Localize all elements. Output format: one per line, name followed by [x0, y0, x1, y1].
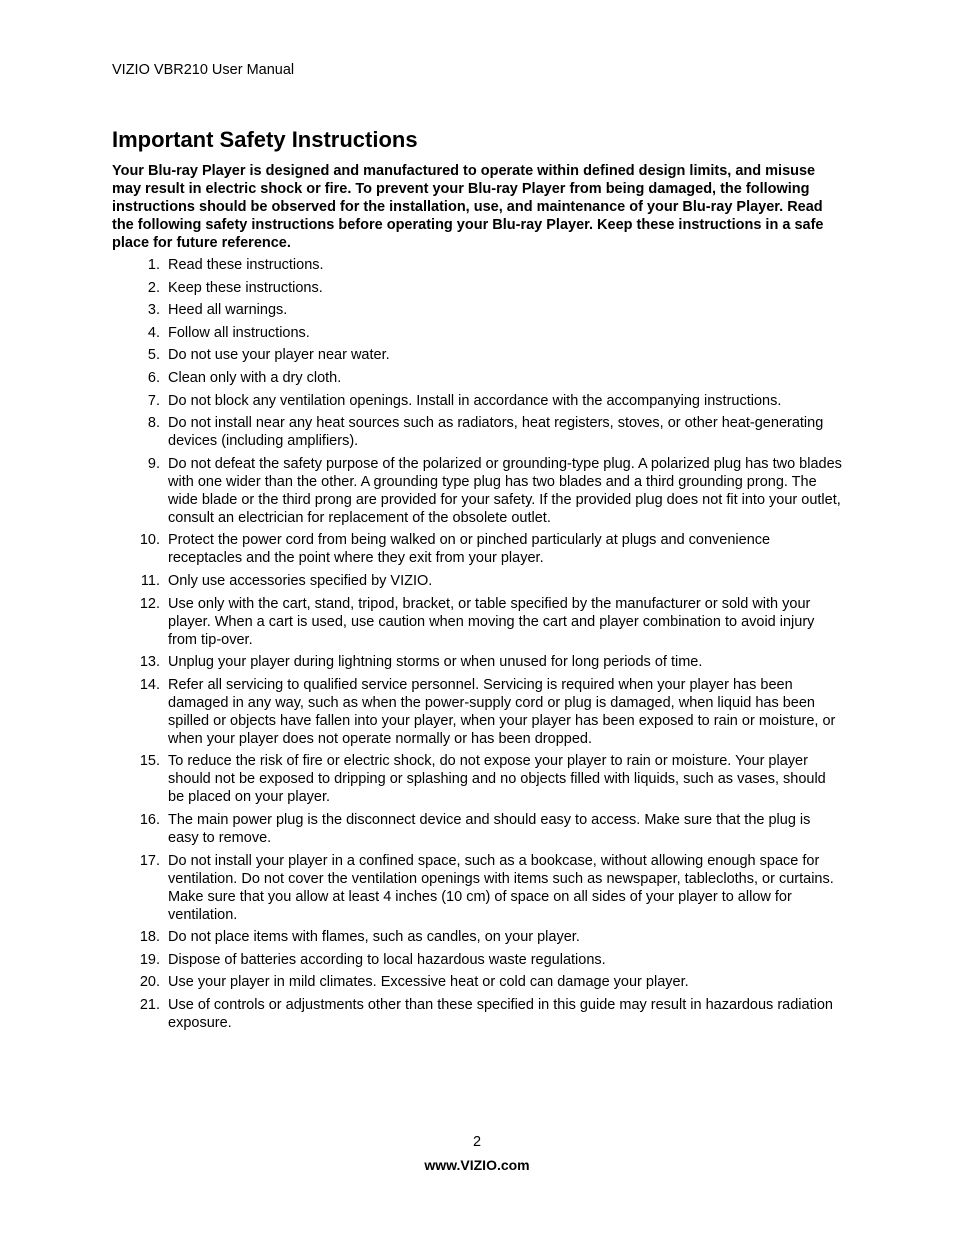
list-item: [112, 595, 842, 649]
item-text: Only use accessories specified by VIZIO.: [168, 572, 433, 589]
item-number: 7.: [147, 392, 160, 409]
item-text: To reduce the risk of fire or electric shock, do not expose your player to rain or moisture. Your player should not be exposed to dripping or splashing and no objects filled with liquids, such as vases, should be placed on your player.: [168, 753, 826, 806]
list-item: [112, 811, 842, 847]
list-item: [112, 928, 842, 946]
list-item: [112, 279, 842, 297]
item-text: Clean only with a dry cloth.: [168, 369, 342, 386]
item-text: Use your player in mild climates. Excessive heat or cold can damage your player.: [168, 974, 689, 991]
list-item: [112, 301, 842, 319]
item-text: Do not defeat the safety purpose of the polarized or grounding-type plug. A polarized plug has two blades with one wider than the other. A grounding type plug has two blades and a third grounding prong. The wide blade or the third prong are provided for your safety. If the provided plug does not fit into your outlet, consult an electrician for replacement of the obsolete outlet.: [168, 455, 842, 526]
item-number: 13.: [139, 654, 160, 671]
item-number: 8.: [147, 415, 160, 432]
list-item: [112, 951, 842, 969]
item-number: 20.: [139, 974, 160, 991]
item-number: 15.: [139, 753, 160, 770]
list-item: [112, 996, 842, 1032]
item-text: Do not use your player near water.: [168, 347, 390, 364]
item-number: 17.: [139, 852, 160, 869]
item-text: Keep these instructions.: [168, 279, 323, 296]
list-item: [112, 973, 842, 991]
item-text: Use of controls or adjustments other than these specified in this guide may result in hazardous radiation exposure.: [168, 996, 833, 1031]
item-text: Do not install your player in a confined space, such as a bookcase, without allowing enough space for ventilation. Do not cover the ventilation openings with items such as newspaper, tablecloths, or curtains. Make sure that you allow at least 4 inches (10 cm) of space on all sides of your player to allow for ventilation.: [168, 852, 834, 923]
item-text: Heed all warnings.: [168, 302, 288, 319]
list-item: [112, 653, 842, 671]
list-item: [112, 752, 842, 806]
list-item: [112, 572, 842, 590]
item-number: 10.: [139, 532, 160, 549]
item-text: Protect the power cord from being walked on or pinched particularly at plugs and convenience receptacles and the point where they exit from your player.: [168, 532, 771, 567]
item-text: Refer all servicing to qualified service personnel. Servicing is required when your player has been damaged in any way, such as when the power-supply cord or plug is damaged, when liquid has been spilled or objects have fallen into your player, when your player has been exposed to rain or moisture, or when your player does not operate normally or has been dropped.: [168, 676, 836, 747]
item-number: 1.: [147, 257, 160, 273]
item-text: The main power plug is the disconnect device and should easy to access. Make sure that the plug is easy to remove.: [168, 811, 811, 846]
item-text: Unplug your player during lightning storms or when unused for long periods of time.: [168, 654, 703, 671]
list-item: [112, 346, 842, 364]
item-number: 9.: [147, 455, 160, 472]
item-number: 18.: [139, 929, 160, 946]
list-item: [112, 455, 842, 527]
item-number: 5.: [147, 347, 160, 364]
item-number: 12.: [139, 595, 160, 612]
list-item: [112, 414, 842, 450]
item-number: 16.: [139, 811, 160, 828]
item-text: Do not install near any heat sources such as radiators, heat registers, stoves, or other heat-generating devices (including amplifiers).: [168, 415, 824, 450]
item-number: 11.: [140, 572, 160, 589]
list-item: [112, 324, 842, 342]
item-text: Follow all instructions.: [168, 324, 310, 341]
list-item: [112, 531, 842, 567]
list-item: [112, 852, 842, 924]
item-text: Read these instructions.: [168, 257, 324, 273]
item-number: 21.: [139, 996, 160, 1013]
list-item: [112, 392, 842, 410]
footer-url: www.VIZIO.com: [424, 1157, 530, 1173]
running-header: VIZIO VBR210 User Manual: [112, 62, 295, 78]
item-number: 4.: [147, 324, 160, 341]
page-title: Important Safety Instructions: [112, 127, 418, 152]
page-number: 2: [472, 1134, 482, 1150]
item-text: Do not block any ventilation openings. Install in accordance with the accompanying instructions.: [168, 392, 782, 409]
item-text: Dispose of batteries according to local hazardous waste regulations.: [168, 951, 606, 968]
item-number: 6.: [147, 369, 160, 386]
safety-instructions-list: [112, 256, 842, 1036]
item-number: 3.: [147, 302, 160, 319]
intro-paragraph: Your Blu-ray Player is designed and manufactured to operate within defined design limits, and misuse may result in electric shock or fire. To prevent your Blu-ray Player from being damaged, the following instructions should be observed for the installation, use, and maintenance of your Blu-ray Player. Read the following safety instructions before operating your Blu-ray Player. Keep these instructions in a safe place for future reference.: [112, 163, 824, 251]
item-number: 19.: [139, 951, 160, 968]
list-item: [112, 676, 842, 748]
item-number: 14.: [139, 676, 160, 693]
item-number: 2.: [147, 279, 160, 296]
list-item: [112, 256, 842, 274]
list-item: [112, 369, 842, 387]
item-text: Use only with the cart, stand, tripod, bracket, or table specified by the manufacturer or sold with your player. When a cart is used, use caution when moving the cart and player combination to avoid injury from tip-over.: [168, 595, 815, 648]
item-text: Do not place items with flames, such as candles, on your player.: [168, 929, 580, 946]
